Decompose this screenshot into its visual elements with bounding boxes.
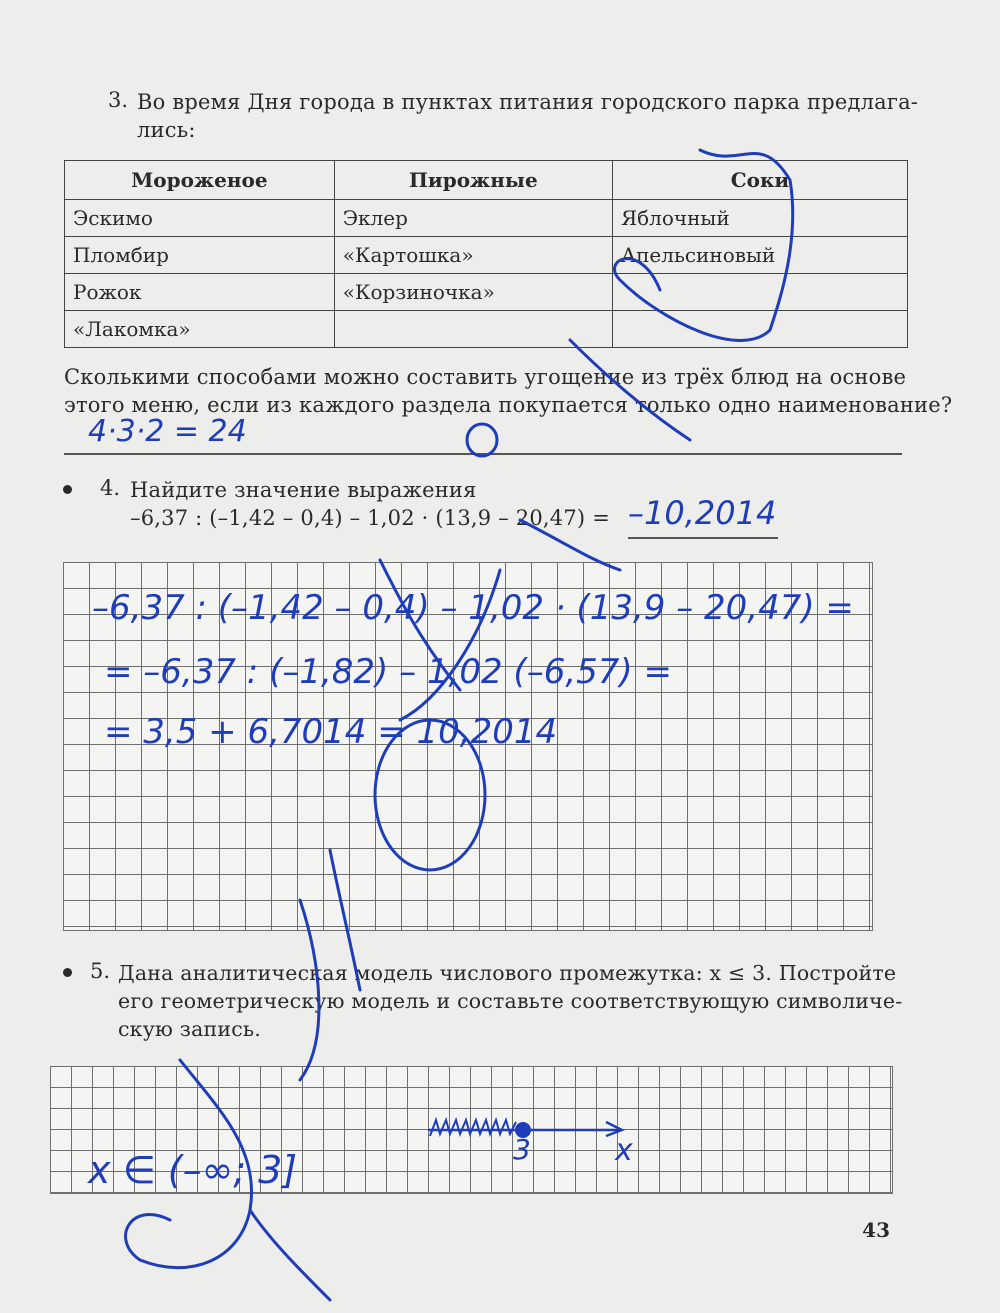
menu-cell: Эскимо (65, 200, 335, 237)
menu-cell: Пломбир (65, 237, 335, 274)
task4-handwritten-answer: –10,2014 (628, 494, 777, 532)
task4-title: Найдите значение выражения (130, 478, 477, 502)
task3-number: 3. (108, 88, 129, 112)
menu-cell: Эклер (334, 200, 612, 237)
task5-text-line1: Дана аналитическая модель числового промежутка: x ≤ 3. Постройте (118, 961, 897, 985)
task5-text-line3: скую запись. (118, 1017, 262, 1041)
task5-text-line2: его геометрическую модель и составьте соответствующую символиче- (118, 989, 903, 1013)
menu-header-icecream: Мороженое (65, 161, 335, 200)
page-number: 43 (862, 1218, 890, 1242)
task4-expression: –6,37 : (–1,42 – 0,4) – 1,02 · (13,9 – 20,47) = (130, 506, 610, 530)
menu-cell: «Картошка» (334, 237, 612, 274)
scribble-circle (467, 424, 497, 456)
scribble-mark (520, 520, 620, 570)
menu-cell: Яблочный (612, 200, 907, 237)
task4-work-line1: –6,37 : (–1,42 – 0,4) – 1,02 · (13,9 – 20,47) = (92, 588, 854, 628)
task5-handwritten-answer: x ∈ (–∞; 3] (88, 1148, 298, 1192)
scribble-mark (330, 850, 360, 990)
menu-header-juice: Соки (612, 161, 907, 200)
menu-cell: Рожок (65, 274, 335, 311)
task3-text-line1: Во время Дня города в пунктах питания городского парка предлага- (137, 90, 919, 114)
scribble-mark (570, 340, 690, 440)
scribble-mark (380, 560, 460, 690)
task4-work-line3: = 3,5 + 6,7014 = 10,2014 (104, 712, 558, 752)
scribble-mark (615, 150, 793, 340)
task4-number: 4. (100, 476, 121, 500)
task4-work-line2: = –6,37 : (–1,82) – 1,02 (–6,57) = (104, 652, 672, 692)
scribble-mark (126, 1060, 252, 1268)
task3-text-line2: лись: (137, 118, 196, 142)
menu-cell: Апельсиновый (612, 237, 907, 274)
scribble-mark (250, 1210, 330, 1300)
menu-header-pastry: Пирожные (334, 161, 612, 200)
scribble-mark (300, 900, 319, 1080)
scribble-circle (375, 720, 485, 870)
task3-question-line1: Сколькими способами можно составить угощение из трёх блюд на основе (64, 365, 907, 389)
menu-cell: «Корзиночка» (334, 274, 612, 311)
point-label: 3 (513, 1133, 531, 1166)
task3-question-line2: этого меню, если из каждого раздела покупается только одно наименование? (64, 393, 953, 417)
scribble-mark (400, 570, 500, 720)
task5-number: 5. (90, 959, 111, 983)
axis-label: x (615, 1133, 633, 1168)
task3-handwritten-answer: 4·3·2 = 24 (88, 414, 247, 449)
menu-cell: «Лакомка» (65, 311, 335, 348)
